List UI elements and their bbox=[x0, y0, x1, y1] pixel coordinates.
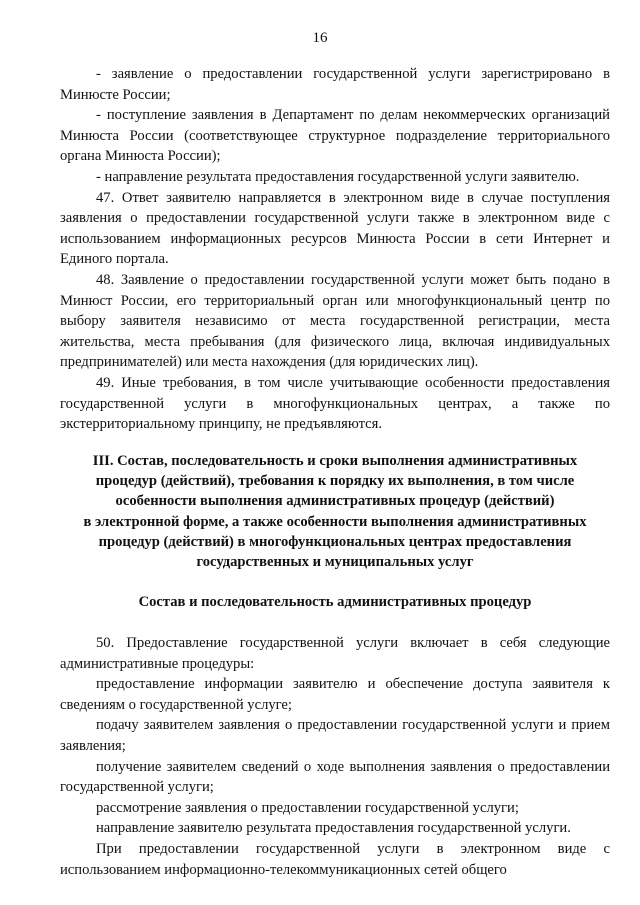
paragraph: 49. Иные требования, в том числе учитывающие особенности предоставления государственной услуги в многофункциональных центрах, а также по экстерриториальному принципу, не предъявляются. bbox=[60, 374, 610, 433]
paragraph: 47. Ответ заявителю направляется в электронном виде в случае поступления заявления о предоставлении государственной услуги также в электронном виде с использованием информационных ресурсов Минюста России в сети Интернет и Единого портала. bbox=[60, 189, 610, 268]
section-heading bbox=[60, 451, 610, 573]
paragraph: - поступление заявления в Департамент по делам некоммерческих организаций Минюста России (соответствующее структурное подразделение территориального органа Минюста России); bbox=[60, 107, 610, 165]
paragraph: - заявление о предоставлении государственной услуги зарегистрировано в Минюсте России; bbox=[60, 66, 610, 103]
subsection-heading: Состав и последовательность административных процедур bbox=[138, 594, 532, 611]
document-body bbox=[60, 64, 610, 880]
section-heading-line: процедур (действий), требования к порядку их выполнения, в том числе bbox=[95, 472, 575, 489]
section-heading-line: III. Состав, последовательность и сроки выполнения административных bbox=[92, 452, 578, 469]
page-number: 16 bbox=[312, 30, 328, 46]
paragraph: предоставление информации заявителю и обеспечение доступа заявителя к сведениям о государственной услуге; bbox=[60, 676, 610, 713]
section-heading-line: процедур (действий) в многофункциональных центрах предоставления bbox=[98, 533, 572, 550]
section-heading-line: государственных и муниципальных услуг bbox=[196, 554, 474, 571]
paragraph: направление заявителю результата предоставления государственной услуги. bbox=[96, 820, 571, 837]
section-heading-line: особенности выполнения административных процедур (действий) bbox=[115, 493, 555, 510]
paragraph: 50. Предоставление государственной услуги включает в себя следующие административные процедуры: bbox=[60, 635, 610, 672]
paragraph: - направление результата предоставления государственной услуги заявителю. bbox=[96, 168, 580, 185]
paragraph: При предоставлении государственной услуги в электронном виде с использованием информационно-телекоммуникационных сетей общего bbox=[60, 841, 610, 878]
paragraph: подачу заявителем заявления о предоставлении государственной услуги и прием заявления; bbox=[60, 717, 610, 755]
paragraph: рассмотрение заявления о предоставлении государственной услуги; bbox=[96, 799, 519, 816]
paragraph: 48. Заявление о предоставлении государственной услуги может быть подано в Минюст России, его территориальный орган или многофункциональный центр по выбору заявителя независимо от места государственной регистрации, места жительства, места пребывания (для физического лица, включая индивидуальных предпринимателей) или места нахождения (для юридических лиц). bbox=[60, 271, 610, 371]
section-heading-line: в электронной форме, а также особенности выполнения административных bbox=[83, 513, 587, 530]
paragraph: получение заявителем сведений о ходе выполнения заявления о предоставлении государственной услуги; bbox=[60, 758, 610, 796]
